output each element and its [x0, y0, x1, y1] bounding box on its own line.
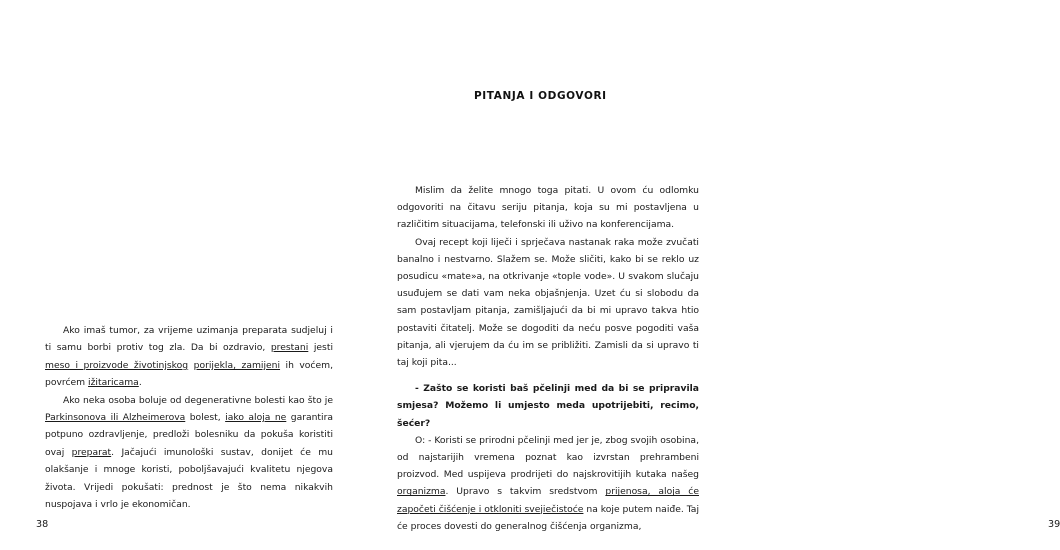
text-run: garantira potpuno ozdravljenje, predloži bolesniku da pokuša koristiti ovaj: [45, 412, 333, 458]
right-paragraph-1: [397, 182, 699, 234]
underlined-text: meso i proizvode životinjskog: [45, 359, 189, 371]
underlined-text: prestani: [270, 342, 309, 354]
text-run: . Upravo s takvim sredstvom: [445, 486, 606, 498]
text-run: Ako imaš tumor, za vrijeme uzimanja preparata sudjeluj i ti samu borbi protiv tog zla. Da bi ozdravio,: [45, 325, 333, 354]
text-run: bolest,: [185, 412, 226, 424]
text-run: Ovaj recept koji liječi i sprječava nastanak raka može zvučati banalno i nestvarno. Slažem se. Može sličiti, kako bi se reklo uz posudicu «mate»a, na otkrivanje «tople vode». U svakom slučaju usuđujem se dati vam neka objašnjenja. Uzet ću si slobodu da sam postavljam pitanja, zamišljajući da bi mi upravo takva htio postaviti čitatelj. Može se dogoditi da neću posve pogoditi vaša pitanja, ali vjerujem da ću im se približiti. Zamisli da si upravo ti taj koji pita...: [397, 236, 699, 369]
underlined-text: organizma: [397, 486, 446, 498]
left-page-text: [45, 322, 333, 513]
question-paragraph: [397, 380, 699, 432]
text-run: Mislim da želite mnogo toga pitati. U ovom ću odlomku odgovoriti na čitavu seriju pitanja, koja su mi postavljena u različitim situacijama, telefonski ili uživo na konferencijama.: [397, 185, 699, 231]
left-page: [0, 0, 364, 550]
text-run: ih voćem, povrćem: [45, 359, 334, 389]
page-number-left: 38: [36, 519, 49, 530]
answer-paragraph: [397, 432, 699, 535]
text-run: . Jačajući imunološki sustav, donijet će mu olakšanje i mnoge koristi, poboljšavajući kvalitetu njegova života. Vrijedi pokušati: prednost je što nema nikakvih nuspojava i vrlo je ekonomičan.: [45, 446, 333, 511]
underlined-text: iako aloja ne: [225, 412, 287, 424]
underlined-text: porijekla, zamijeni: [193, 359, 281, 371]
right-paragraph-2: [397, 234, 699, 372]
underlined-text: preparat: [71, 446, 112, 458]
left-paragraph-2: [45, 392, 333, 514]
text-run: O: - Koristi se prirodni pčelinji med jer je, zbog svojih osobina, od najstarijih vremena poznat kao izvrstan prehrambeni proizvod. Med uspijeva prodrijeti do najskrovitijih kutaka našeg: [397, 434, 699, 481]
underlined-text: Parkinsonova ili Alzheimerova: [45, 412, 186, 424]
text-run: - Zašto se koristi baš pčelinji med da bi se pripravila smjesa? Možemo li umjesto meda upotrijebiti, recimo, šećer?: [397, 383, 699, 429]
underlined-text: ižitaricama: [88, 377, 139, 389]
text-run: na koje putem naiđe. Taj će proces dovesti do generalnog čišćenja organizma,: [397, 503, 699, 532]
text-run: Ako neka osoba boluje od degenerativne bolesti kao što je: [63, 394, 333, 406]
text-run: .: [138, 377, 142, 389]
left-paragraph-1: [45, 322, 333, 392]
chapter-title: PITANJA I ODGOVORI: [474, 90, 607, 102]
page-number-right: 39: [1048, 519, 1060, 530]
underlined-text: prijenosa, aloja će započeti čišćenje i otkloniti svejiečistoće: [397, 486, 699, 515]
text-run: jesti: [308, 342, 333, 354]
right-page-text: [397, 182, 699, 535]
